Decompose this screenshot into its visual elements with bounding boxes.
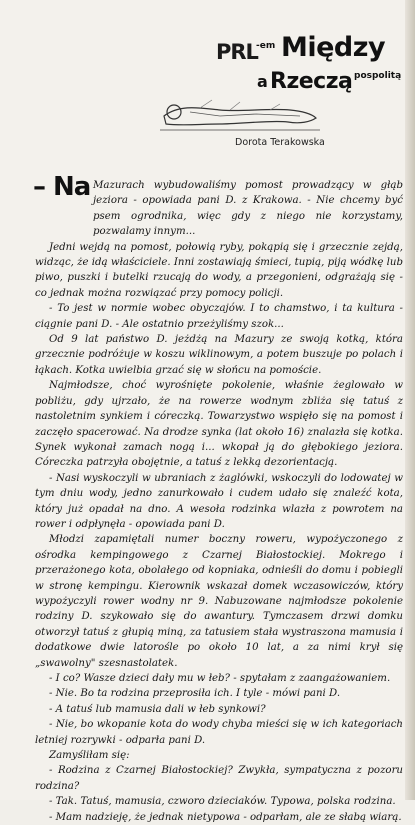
article-paragraph: Młodzi zapamiętali numer boczny roweru, wypożyczonego z ośrodka kempingowego z Czarnej Białostockiej. Mokrego i przerażonego kota, obolałego od kopniaka, odnieśli do domu i pobiegli w stronę kempingu. Kierownik wskazał domek wczasowiczów, który wypożyczyli rower wodny nr 9. Nabuzowane najmłodsze pokolenie rodziny D. szykowało się do awantury. Tymczasem drzwi domku otworzył tatuś z głupią miną, za tatusiem stała wystraszona mamusia i dodatkowe dwie latorośle po około 10 lat, a za nimi krył się „swawolny" szesnastolatek. <box>35 534 403 669</box>
article-paragraph: - To jest w normie wobec obyczajów. I to chamstwo, i ta kultura - ciągnie pani D. - Ale ostatnio przeżyliśmy szok... <box>35 303 403 330</box>
article-paragraph: - Tak. Tatuś, mamusia, czworo dzieciaków. Typowa, polska rodzina. <box>49 796 396 808</box>
title-main: Między <box>281 32 386 63</box>
article-paragraph: - A tatuś lub mamusia dali w łeb synkowi? <box>49 703 266 715</box>
title-a: a <box>257 72 268 91</box>
article-paragraph: - Nie, bo wkopanie kota do wody chyba mieści się w ich kategoriach letniej rozrywki - odparła pani D. <box>35 719 403 746</box>
article-paragraph: - Nasi wyskoczyli w ubraniach z żaglówki, wskoczyli do lodowatej w tym dniu wody, jedno zanurkowało i cudem udało się znaleźć kota, który już opadał na dno. A wesoła rodzinka wlazła z powrotem na rower i odpłynęła - opowiada pani D. <box>35 472 403 530</box>
article-paragraph: Od 9 lat państwo D. jeżdżą na Mazury ze swoją kotką, która grzecznie podróżuje w koszu wiklinowym, a potem buszuje po polach i łąkach. Kotka uwielbia grzać się w słońcu na pomoście. <box>35 334 403 376</box>
article-paragraph: - I co? Wasze dzieci dały mu w łeb? - spytałam z zaangażowaniem. <box>49 673 391 684</box>
article-body <box>33 172 403 825</box>
author-byline: Dorota Terakowska <box>235 137 325 148</box>
article-paragraph: Zamyśliłam się: <box>49 750 130 762</box>
column-header <box>150 14 400 134</box>
article-paragraph: - Rodzina z Czarnej Białostockiej? Zwykła, sympatyczna z pozoru rodzina? <box>35 765 403 792</box>
lying-figure-illustration <box>160 86 320 132</box>
title-prl: PRL <box>216 40 258 64</box>
article-paragraph: Najmłodsze, choć wyrośnięte pokolenie, właśnie żeglowało w pobliżu, gdy ujrzało, że na rowerze wodnym zbliża się tatuś z nastoletnim synkiem i córeczką. Towarzystwo wspięło się na pomost i zaczęło spacerować. Na drodze synka (lat około 16) znalazła się kotka. Synek wykonał zamach nogą i... wkopał ją do głębokiego jeziora. Córeczka patrzyła obojętnie, a tatuś z lekką dezorientacją. <box>35 380 403 469</box>
title-prl-suffix: -em <box>256 41 276 51</box>
article-paragraph: Mazurach wybudowaliśmy pomost prowadzący w głąb jeziora - opowiada pani D. z Krakowa. - Nie chcemy być psem ogrodnika, więc gdy z niego nie korzystamy, pozwalamy innym... <box>93 180 403 238</box>
title-rzecza: Rzeczą <box>270 69 353 94</box>
title-suffix: pospolitą <box>354 71 402 81</box>
page-edge-shadow <box>405 0 415 800</box>
article-paragraph: Jedni wejdą na pomost, połowią ryby, pokąpią się i grzecznie zejdą, widząc, że idą właściciele. Inni zostawiają śmieci, tupią, piją wódkę lub piwo, puszki i butelki rzucają do wody, a przegonieni, odgrażają się - co jednak można rozwiązać przy pomocy policji. <box>35 241 403 299</box>
article-dropcap: – Na <box>33 172 91 202</box>
article-paragraph: - Mam nadzieję, że jednak nietypowa - odparłam, ale ze słabą wiarą. <box>49 811 402 823</box>
article-paragraph: - Nie. Bo ta rodzina przeprosiła ich. I tyle - mówi pani D. <box>49 688 341 700</box>
